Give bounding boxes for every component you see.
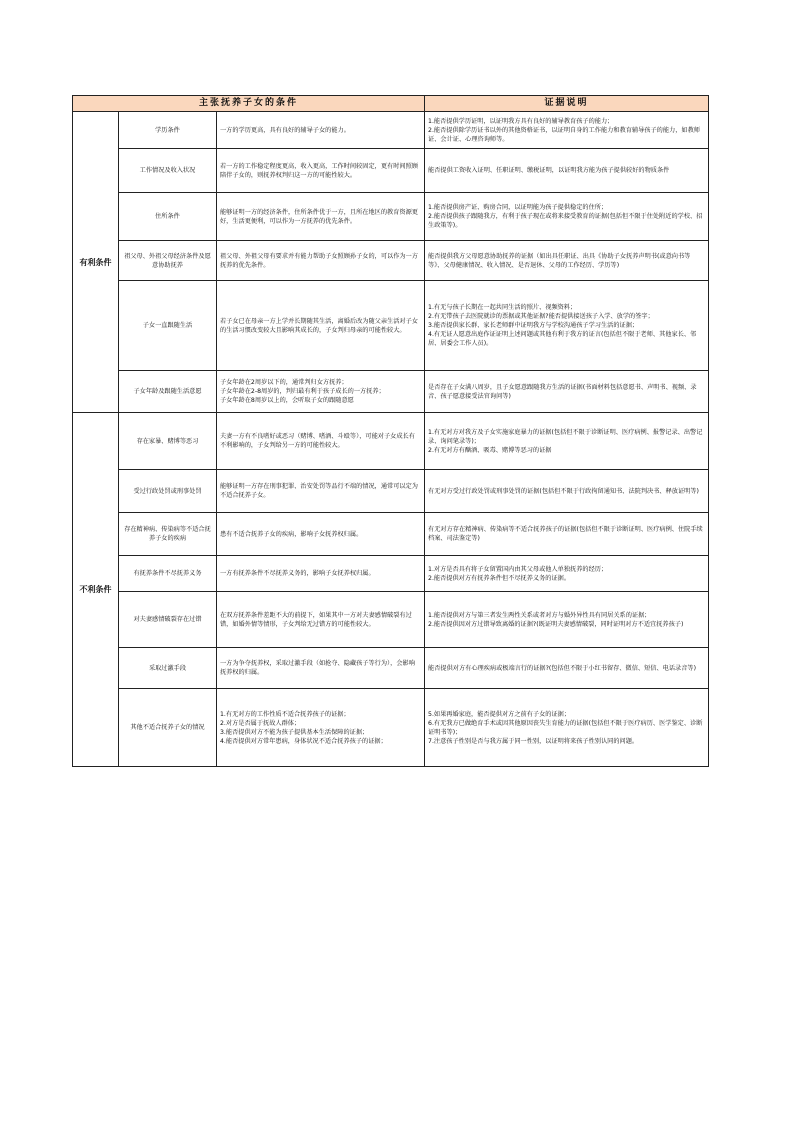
evidence-cell <box>425 241 709 281</box>
condition-cell: 住所条件 <box>119 193 217 241</box>
evidence-cell <box>425 556 709 592</box>
description-cell: 祖父母、外祖父母有要求并有能力帮助子女照顾孙子女的，可以作为一方抚养的优先条件。 <box>217 241 425 281</box>
cell-line: 7.注意孩子性别是否与我方属于同一性别，以证明将来孩子性别认同的问题。 <box>428 737 639 745</box>
evidence-title: 证据说明 <box>425 96 709 112</box>
evidence-cell <box>425 648 709 689</box>
description-cell: 在双方抚养条件差距不大的前提下，如果其中一方对夫妻感情破裂有过错，如婚外情等情形，子女判给无过错方的可能性较大。 <box>217 592 425 648</box>
condition-cell: 工作情况及收入状况 <box>119 149 217 193</box>
cell-line: 能否提供工资收入证明、任职证明、缴税证明，以证明我方能为孩子提供较好的物质条件 <box>428 167 670 174</box>
table-row <box>73 149 709 193</box>
cell-line: 5.如果再婚家庭，能否提供对方之前有子女的证据； <box>428 710 571 718</box>
evidence-cell <box>425 371 709 413</box>
description-cell: 若一方的工作稳定程度更高，收入更高，工作时间较固定，更有时间照顾陪伴子女的，则抚养权判归这一方的可能性较大。 <box>217 149 425 193</box>
description-cell: 一方为争夺抚养权，采取过激手段（如抢夺、隐藏孩子等行为），会影响抚养权的归属。 <box>217 648 425 689</box>
description-cell: 能够证明一方存在刑事犯罪、治安处罚等品行不端的情况，通常可以定为不适合抚养子女。 <box>217 470 425 513</box>
cell-line: 4.能否提供对方常年患病，身体状况不适合抚养孩子的证据； <box>220 737 387 745</box>
cell-line: 2.能否提供除学历证书以外的其他资格证书，以证明自身的工作能力和教育辅导孩子的能力，如教师证、会计证、心理咨询师等。 <box>428 126 700 143</box>
description-cell: 能够证明一方的经济条件，住所条件优于一方，且所在地区的教育资源更好，生活更便利，可以作为一方抚养的优先条件。 <box>217 193 425 241</box>
condition-cell: 对夫妻感情破裂存在过错 <box>119 592 217 648</box>
cell-line: 1.有无对方的工作性质不适合抚养孩子的证据； <box>220 710 350 718</box>
cell-line: 能否提供我方父母愿意协助抚养的证据（如出具任职证、出具《协助子女抚养声明书(或意向书等等》、父母健康情况、收入情况、是否退休、父母的工作经历、学历等) <box>428 252 691 269</box>
table-row <box>73 689 709 767</box>
unfavorable-category-label: 不利条件 <box>73 413 119 767</box>
cell-line: 4.有无证人愿意出庭作证证明上述问题或其他有利于我方的证言(包括但不限于老师、其他家长、邻居、居委会工作人员)。 <box>428 331 697 347</box>
condition-cell: 存在家暴、赌博等恶习 <box>119 413 217 470</box>
cell-line: 1.能否提供对方与第三者发生两性关系或者对方与婚外异性具有同居关系的证据； <box>428 611 651 619</box>
condition-cell: 有抚养条件不尽抚养义务 <box>119 556 217 592</box>
table-row <box>73 413 709 470</box>
description-cell <box>217 371 425 413</box>
condition-cell: 子女年龄及跟随生活意愿 <box>119 371 217 413</box>
cell-line: 1.能否提供房产证、购房合同，以证明能为孩子提供稳定的住所； <box>428 204 608 211</box>
evidence-cell <box>425 513 709 556</box>
cell-line: 1.对方是否具有将子女留置国内由其父母或他人单独抚养的经历； <box>428 565 608 573</box>
cell-line: 有无对方受过行政处罚或刑事处罚的证据(包括但不限于行政拘留通知书、法院判决书、释放证明等) <box>428 487 699 495</box>
cell-line: 3.能否提供对方不能为孩子提供基本生活保障的证据； <box>220 728 369 736</box>
cell-line: 能否提供对方有心理疾病或极端言行的证据?(包括但不限于小红书留存、微信、短信、电话录音等) <box>428 664 697 672</box>
cell-line: 子女年龄在2-8周岁的，判归最有利于孩子成长的一方抚养； <box>220 388 385 395</box>
description-cell: 夫妻一方有不良嗜好或恶习（赌博、嗜酒、斗殴等），可能对子女成长有不利影响的，子女判给另一方的可能性较大。 <box>217 413 425 470</box>
cell-line: 1.有无与孩子长期在一起共同生活的照片、视频资料； <box>428 304 577 311</box>
description-cell <box>217 689 425 767</box>
evidence-cell <box>425 112 709 149</box>
cell-line: 子女年龄在2周岁以下的，通常判归女方抚养； <box>220 379 348 386</box>
cell-line: 2.有无对方有酗酒、吸毒、赌博等恶习的证据 <box>428 446 552 454</box>
table-row <box>73 592 709 648</box>
cell-line: 2.能否提供孩子跟随我方，有利于孩子现在或将来接受教育的证据(包括但不限于住处附近的学校、招生政策等)。 <box>428 213 703 229</box>
cell-line: 有无对方存在精神病、传染病等不适合抚养孩子的证据(包括但不限于诊断证明、医疗病例、住院手续档案、司法鉴定等) <box>428 526 703 542</box>
evidence-cell <box>425 149 709 193</box>
favorable-category-label: 有利条件 <box>73 112 119 413</box>
condition-cell: 存在精神病、传染病等不适合抚养子女的疾病 <box>119 513 217 556</box>
evidence-cell <box>425 592 709 648</box>
table-body <box>73 96 709 767</box>
cell-line: 子女年龄在8周岁以上的，会听取子女的跟随意愿 <box>220 397 354 404</box>
table-row <box>73 470 709 513</box>
custody-conditions-table <box>72 95 709 767</box>
description-cell: 一方的学历更高，具有良好的辅导子女的能力。 <box>217 112 425 149</box>
cell-line: 3.能否提供家长群、家长老师群中证明我方与学校沟通孩子学习生活的证据； <box>428 322 639 329</box>
description-cell: 患有不适合抚养子女的疾病，影响子女抚养权归属。 <box>217 513 425 556</box>
table-row <box>73 513 709 556</box>
table-row <box>73 371 709 413</box>
condition-cell: 子女一直跟随生活 <box>119 281 217 371</box>
cell-line: 2.能否提供对方有抚养条件但不尽抚养义务的证据。 <box>428 574 571 582</box>
table-row <box>73 112 709 149</box>
table-row <box>73 241 709 281</box>
cell-line: 2.有无带孩子去医院就诊的票据或其他证据?能否提供接送孩子入学、放学的签字； <box>428 313 654 320</box>
table-row <box>73 556 709 592</box>
condition-cell: 祖父母、外祖父母经济条件及愿意协助抚养 <box>119 241 217 281</box>
cell-line: 1.有无对方对我方及子女实施家庭暴力的证据(包括但不限于诊断证明、医疗病例、报警记录、出警记录、询问笔录等)； <box>428 428 703 445</box>
condition-cell: 其他不适合抚养子女的情况 <box>119 689 217 767</box>
condition-cell: 受过行政处罚或刑事处罚 <box>119 470 217 513</box>
table-row <box>73 193 709 241</box>
evidence-cell <box>425 193 709 241</box>
condition-cell: 学历条件 <box>119 112 217 149</box>
evidence-cell <box>425 281 709 371</box>
description-cell: 一方有抚养条件不尽抚养义务的，影响子女抚养权归属。 <box>217 556 425 592</box>
table-row <box>73 281 709 371</box>
cell-line: 1.能否提供学历证明，以证明我方具有良好的辅导教育孩子的能力； <box>428 117 614 125</box>
evidence-cell <box>425 689 709 767</box>
table-row <box>73 648 709 689</box>
evidence-cell <box>425 413 709 470</box>
evidence-cell <box>425 470 709 513</box>
conditions-title: 主张抚养子女的条件 <box>73 96 425 112</box>
description-cell: 若子女已在母亲一方上学并长期随其生活，离婚后改为随父亲生活对子女的生活习惯改变较大且影响其成长的，子女判归母亲的可能性较大。 <box>217 281 425 371</box>
cell-line: 2.对方是否属于抚故人群体； <box>220 719 301 727</box>
cell-line: 2.能否提供因对方过错导致离婚的证据?(既证明夫妻感情破裂，同时证明对方不适宜抚养孩子) <box>428 620 684 628</box>
cell-line: 6.有无我方已做绝育手术或因其他原因丧失生育能力的证据(包括但不限于医疗病历、医学鉴定、诊断证明书等)； <box>428 719 703 736</box>
header-row <box>73 96 709 112</box>
condition-cell: 采取过激手段 <box>119 648 217 689</box>
cell-line: 是否存在子女满八周岁，且子女愿意跟随我方生活的证据(书面材料包括意愿书、声明书、视频、录音、孩子愿意接受法官询问等) <box>428 383 697 400</box>
